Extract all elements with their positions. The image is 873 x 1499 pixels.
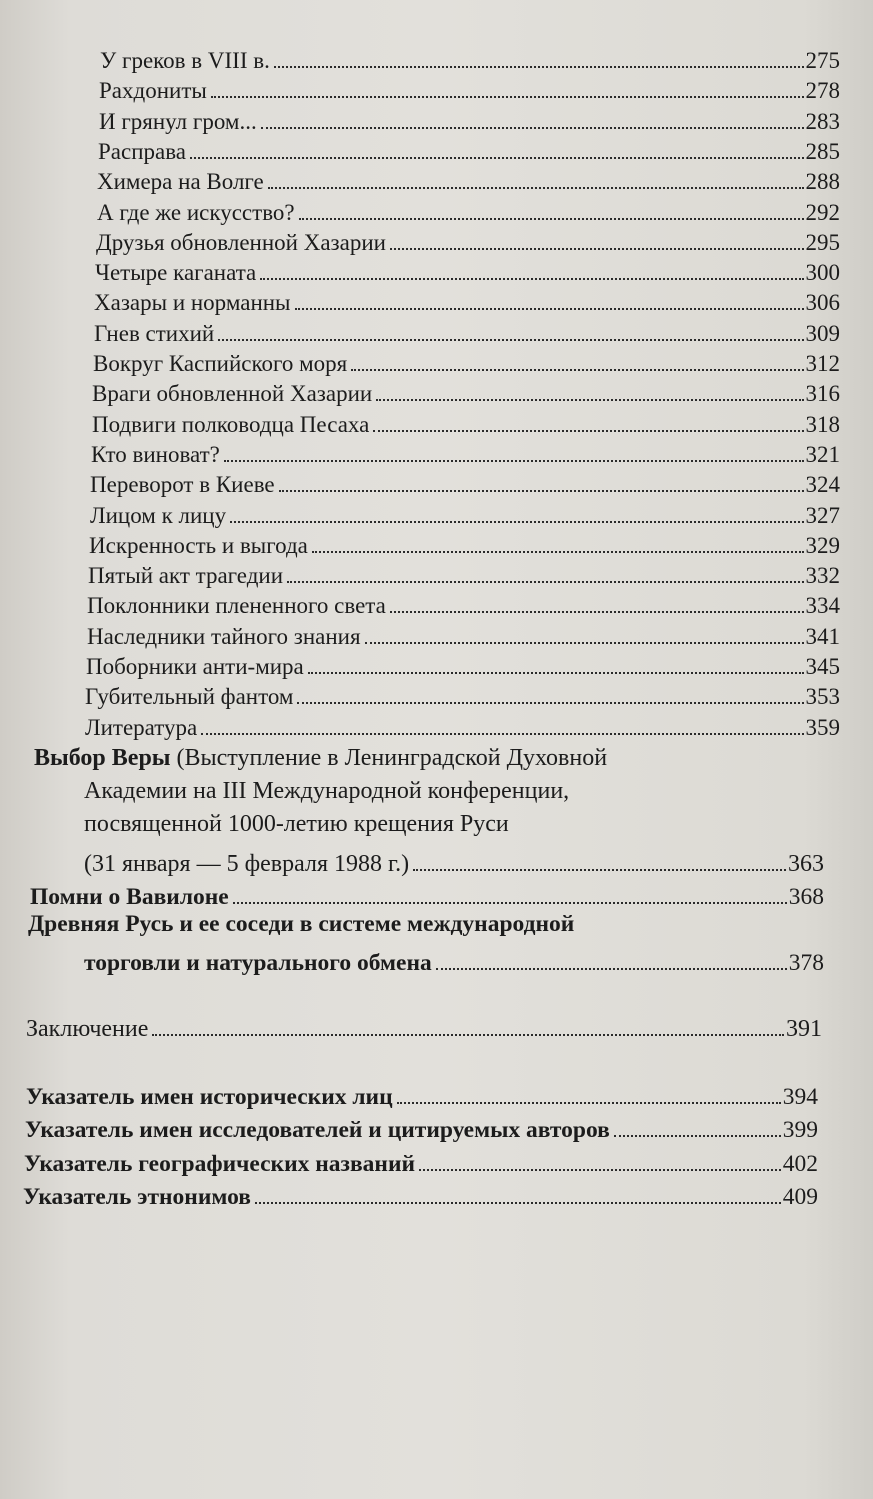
toc-entry-title: А где же искусство? (97, 199, 295, 225)
dot-leader (230, 521, 803, 523)
toc-index-entry[interactable] (23, 1180, 818, 1210)
toc-entry-page: 283 (805, 108, 840, 134)
toc-entry-title: Указатель географических названий (24, 1151, 416, 1177)
toc-entry-page: 329 (805, 532, 840, 558)
toc-entry-page: 324 (805, 472, 840, 498)
toc-entry-title: Указатель имен исследователей и цитируемых авторов (25, 1117, 610, 1143)
dot-leader (218, 339, 803, 341)
dot-leader (436, 968, 787, 970)
dot-leader (268, 187, 804, 189)
toc-subentry[interactable] (97, 165, 840, 195)
toc-subentry[interactable] (100, 44, 840, 74)
toc-entry-title: Четыре каганата (95, 260, 257, 286)
toc-entry-page: 321 (805, 441, 840, 467)
vybor-very-line-2: Академии на III Международной конференции, (84, 778, 570, 804)
toc-subentry[interactable] (95, 256, 840, 286)
dot-leader (351, 369, 803, 371)
vybor-very-subtitle-1: (Выступление в Ленинградской Духовной (170, 745, 608, 771)
toc-entry-title: Поклонники плененного света (87, 593, 386, 619)
toc-entry-page: 391 (786, 1016, 822, 1042)
dot-leader (287, 581, 803, 583)
dot-leader (261, 127, 804, 129)
toc-subentry[interactable] (99, 74, 840, 104)
dot-leader (255, 1202, 781, 1204)
toc-entry-page: 345 (805, 654, 840, 679)
toc-entry-title: Литература (85, 714, 198, 740)
toc-entry-conclusion[interactable] (26, 1010, 822, 1042)
toc-entry-page: 394 (782, 1084, 818, 1110)
toc-entry-page: 399 (782, 1117, 818, 1143)
toc-entry-page: 295 (805, 229, 840, 255)
toc-entry-title: У греков в VIII в. (100, 48, 270, 73)
toc-entry-title: Помни о Вавилоне (30, 884, 229, 910)
toc-subentry[interactable] (94, 317, 840, 347)
dot-leader (390, 248, 804, 250)
toc-entry-page: 332 (805, 563, 840, 589)
toc-entry-page: 318 (805, 411, 840, 437)
toc-entry-page: 363 (788, 851, 824, 877)
toc-entry-title: Лицом к лицу (90, 502, 227, 528)
toc-subentry[interactable] (96, 226, 840, 256)
toc-subentry[interactable] (92, 377, 840, 407)
toc-index-entry[interactable] (25, 1113, 818, 1143)
toc-entry-page: 402 (782, 1151, 818, 1177)
toc-subentry[interactable] (97, 196, 840, 226)
toc-subentry[interactable] (86, 650, 840, 680)
toc-entry-title: Губительный фантом (85, 684, 294, 710)
dot-leader (299, 218, 804, 220)
vybor-very-title: Выбор Веры (34, 745, 171, 771)
toc-entry-page: 309 (805, 320, 840, 346)
toc-subentry[interactable] (94, 286, 840, 316)
toc-entry-page: 316 (805, 381, 840, 407)
toc-entry-page: 306 (805, 290, 840, 316)
toc-subentry[interactable] (98, 135, 840, 165)
toc-entry-page: 312 (805, 351, 840, 376)
toc-subentry[interactable] (89, 529, 840, 559)
dot-leader (224, 460, 804, 462)
toc-entry-page: 334 (805, 593, 840, 619)
toc-entry-title: Враги обновленной Хазарии (92, 381, 373, 407)
toc-subentry[interactable] (85, 680, 840, 710)
toc-entry-page: 288 (805, 169, 840, 195)
toc-entry-title: Наследники тайного знания (87, 623, 361, 649)
toc-entry-title: (31 января — 5 февраля 1988 г.) (84, 851, 410, 877)
toc-entry-title: Химера на Волге (97, 169, 264, 195)
dot-leader (312, 551, 804, 553)
toc-subentry[interactable] (93, 347, 840, 377)
dot-leader (390, 611, 804, 613)
toc-entry-title: Переворот в Киеве (90, 472, 275, 498)
toc-entry-page: 409 (782, 1184, 818, 1210)
toc-entry-title: Искренность и выгода (89, 532, 308, 558)
dot-leader (211, 96, 804, 98)
toc-subentry[interactable] (92, 408, 840, 438)
toc-entry-title: Поборники анти-мира (86, 654, 304, 679)
dot-leader (297, 702, 803, 704)
dot-leader (614, 1135, 781, 1137)
drevnyaya-rus-line-1: Древняя Русь и ее соседи в системе международной (28, 911, 575, 937)
toc-entry-page: 285 (805, 138, 840, 164)
dot-leader (365, 642, 804, 644)
toc-entry-title: Указатель имен исторических лиц (26, 1084, 393, 1110)
toc-subentry[interactable] (87, 620, 840, 650)
toc-entry-title: Подвиги полководца Песаха (92, 411, 370, 437)
toc-subentry[interactable] (99, 105, 840, 135)
toc-index-entry[interactable] (26, 1080, 818, 1110)
toc-subentry[interactable] (91, 438, 840, 468)
dot-leader (274, 66, 804, 68)
toc-entry-title: Указатель этнонимов (23, 1184, 251, 1210)
toc-entry-title: Вокруг Каспийского моря (93, 351, 348, 376)
dot-leader (190, 157, 804, 159)
toc-entry-title: Друзья обновленной Хазарии (96, 229, 386, 255)
dot-leader (279, 490, 804, 492)
toc-entry-title: Расправа (98, 138, 186, 164)
toc-entry-title: Пятый акт трагедии (88, 563, 284, 589)
dot-leader (419, 1169, 781, 1171)
toc-index-entry[interactable] (24, 1147, 818, 1177)
dot-leader (295, 308, 804, 310)
toc-subentry[interactable] (90, 468, 840, 498)
toc-entry-page: 292 (805, 199, 840, 225)
toc-entry-page: 327 (805, 502, 840, 528)
toc-entry-title: торговли и натурального обмена (84, 950, 432, 976)
toc-entry-pomni[interactable] (30, 878, 824, 910)
dot-leader (201, 733, 803, 735)
toc-entry-page: 341 (805, 623, 840, 649)
toc-entry-page: 300 (805, 260, 840, 286)
toc-subentry[interactable] (88, 559, 840, 589)
toc-entry-page: 275 (805, 48, 840, 73)
dot-leader (260, 278, 803, 280)
toc-subentry[interactable] (87, 589, 840, 619)
toc-entry-title: Кто виноват? (91, 441, 220, 467)
toc-entry-page: 278 (805, 78, 840, 104)
toc-entry-page: 353 (805, 684, 840, 710)
dot-leader (413, 869, 786, 871)
vybor-very-line-1 (34, 744, 607, 772)
toc-subentry[interactable] (85, 711, 840, 741)
dot-leader (373, 430, 803, 432)
vybor-very-line-3: посвященной 1000-летию крещения Руси (84, 811, 509, 837)
dot-leader (152, 1034, 784, 1036)
toc-entry-title: Заключение (26, 1016, 149, 1042)
toc-entry-page: 378 (788, 950, 824, 976)
toc-entry-vybor-very[interactable] (84, 845, 824, 877)
dot-leader (233, 902, 787, 904)
dot-leader (308, 672, 804, 674)
dot-leader (376, 399, 803, 401)
dot-leader (397, 1102, 781, 1104)
toc-entry-title: Хазары и норманны (94, 290, 291, 316)
toc-entry-title: Рахдониты (99, 78, 207, 104)
toc-entry-title: И грянул гром... (99, 108, 257, 134)
toc-entry-drevnyaya-rus[interactable] (84, 944, 824, 976)
toc-subentry[interactable] (90, 499, 840, 529)
toc-entry-page: 368 (788, 884, 824, 910)
toc-entry-page: 359 (805, 714, 840, 740)
toc-entry-title: Гнев стихий (94, 320, 215, 346)
